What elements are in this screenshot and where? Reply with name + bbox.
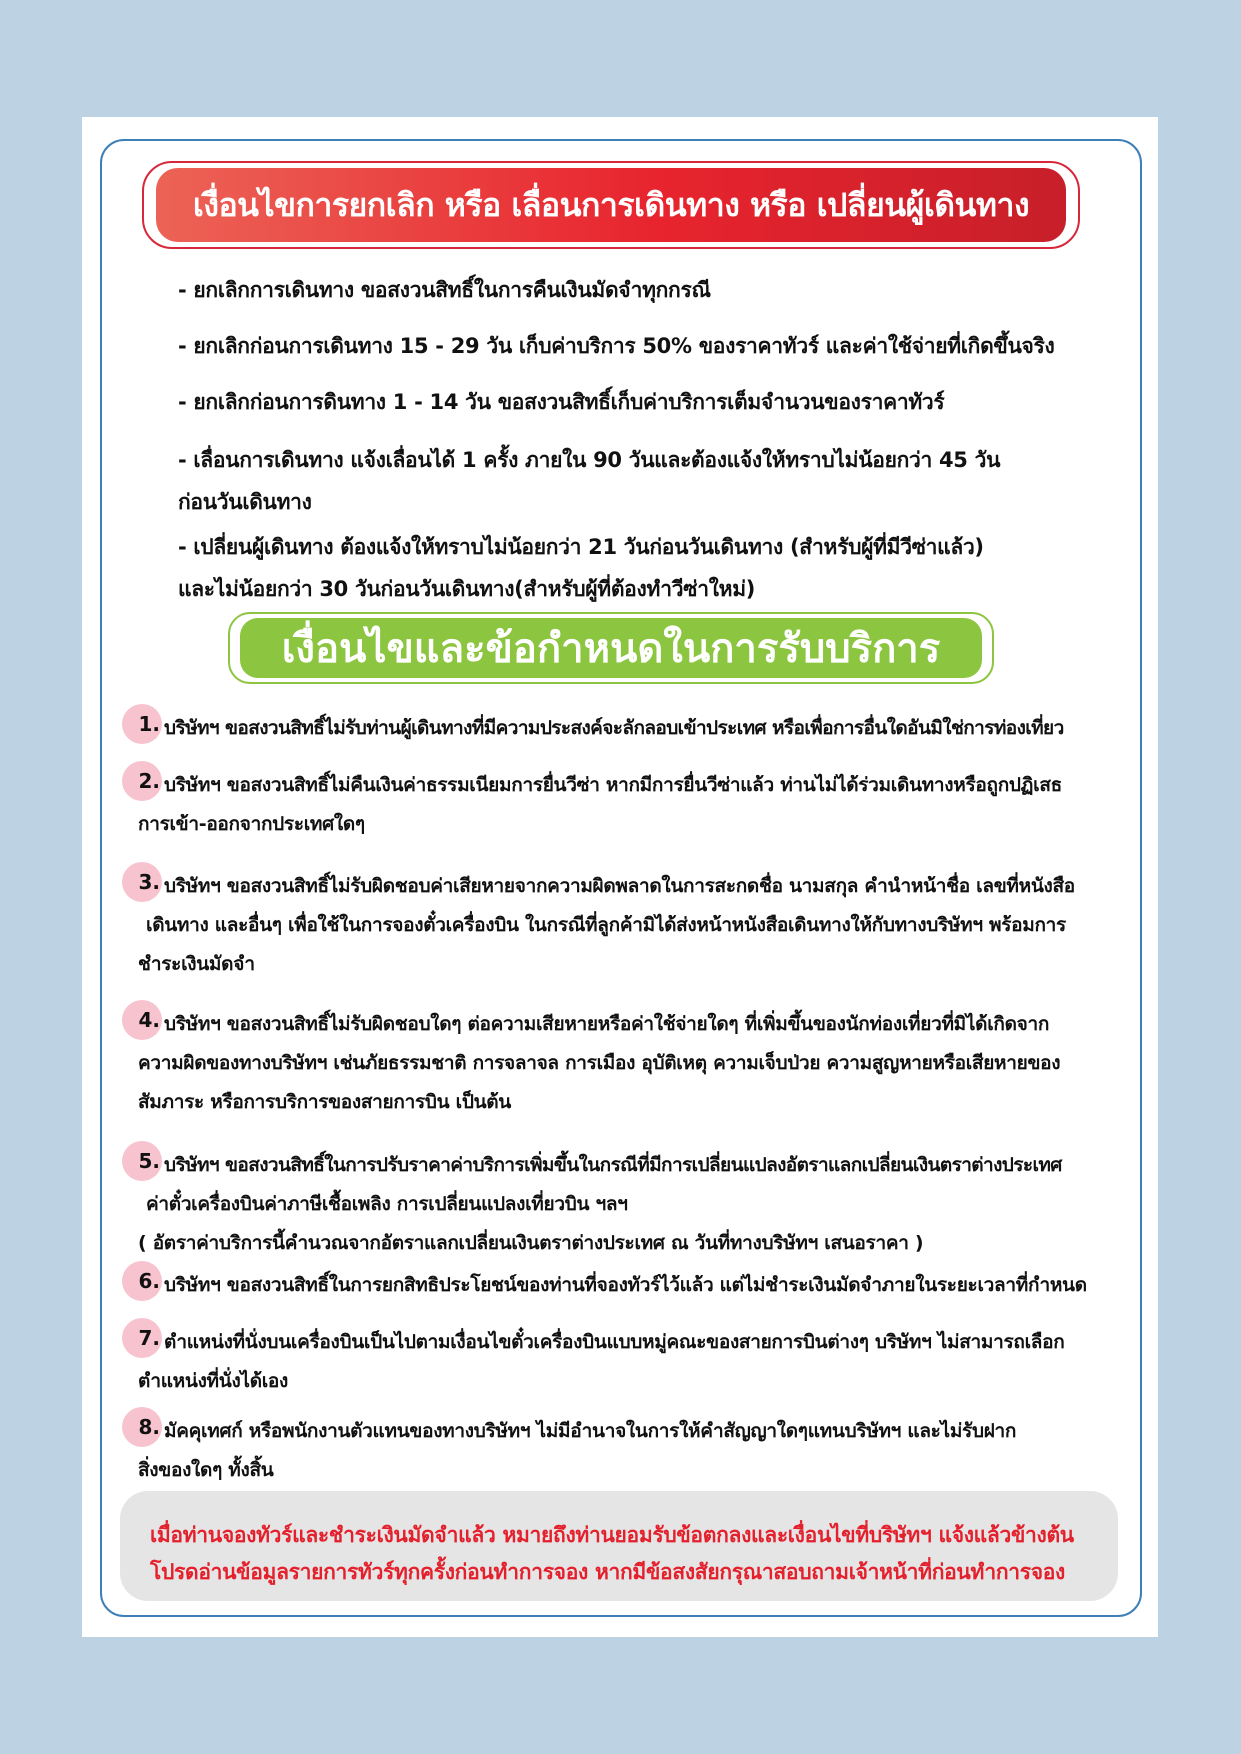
condition-line: - ยกเลิกก่อนการดินทาง 1 - 14 วัน ขอสงวนสิทธิ์เก็บค่าบริการเต็มจำนวนของราคาทัวร์ xyxy=(178,390,945,414)
term-line: บริษัทฯ ขอสงวนสิทธิ์ไม่รับผิดชอบใดๆ ต่อความเสียหายหรือค่าใช้จ่ายใดๆ ที่เพิ่มขึ้นของนักท่องเที่ยวที่มิได้เกิดจาก xyxy=(164,1013,1050,1035)
term-line: บริษัทฯ ขอสงวนสิทธิ์ในการปรับราคาค่าบริการเพิ่มขึ้นในกรณีที่มีการเปลี่ยนแปลงอัตราแลกเปลี่ยนเงินตราต่างประเทศ xyxy=(164,1154,1062,1176)
term-number-badge: 6. xyxy=(122,1261,162,1301)
term-line: บริษัทฯ ขอสงวนสิทธิ์ไม่รับผิดชอบค่าเสียหายจากความผิดพลาดในการสะกดชื่อ นามสกุล คำนำหน้าชื่อ เลขที่หนังสือ xyxy=(164,875,1075,897)
term-number-badge: 8. xyxy=(122,1407,162,1447)
term-line: ( อัตราค่าบริการนี้คำนวณจากอัตราแลกเปลี่ยนเงินตราต่างประเทศ ณ วันที่ทางบริษัทฯ เสนอราคา ) xyxy=(138,1232,924,1254)
term-line: มัคคุเทศก์ หรือพนักงานตัวแทนของทางบริษัทฯ ไม่มีอำนาจในการให้คำสัญญาใดๆแทนบริษัทฯ และไม่รับฝาก xyxy=(164,1420,1017,1442)
term-line: ความผิดของทางบริษัทฯ เช่นภัยธรรมชาติ การจลาจล การเมือง อุบัติเหตุ ความเจ็บป่วย ความสูญหายหรือเสียหายของ xyxy=(138,1052,1061,1074)
condition-line: และไม่น้อยกว่า 30 วันก่อนวันเดินทาง(สำหรับผู้ที่ต้องทำวีซ่าใหม่) xyxy=(178,577,756,601)
term-line: เดินทาง และอื่นๆ เพื่อใช้ในการจองตั๋วเครื่องบิน ในกรณีที่ลูกค้ามิได้ส่งหน้าหนังสือเดินทางให้กับทางบริษัทฯ พร้อมการ xyxy=(146,914,1066,936)
term-line: สัมภาระ หรือการบริการของสายการบิน เป็นต้น xyxy=(138,1091,511,1113)
term-number-badge: 2. xyxy=(122,761,162,801)
term-number-badge: 7. xyxy=(122,1318,162,1358)
term-number-badge: 5. xyxy=(122,1141,162,1181)
condition-line: - ยกเลิกก่อนการเดินทาง 15 - 29 วัน เก็บค่าบริการ 50% ของราคาทัวร์ และค่าใช้จ่ายที่เกิดขึ้นจริง xyxy=(178,334,1055,358)
term-line: ชำระเงินมัดจำ xyxy=(138,953,255,975)
booking-notice-line: โปรดอ่านข้อมูลรายการทัวร์ทุกครั้งก่อนทำการจอง หากมีข้อสงสัยกรุณาสอบถามเจ้าหน้าที่ก่อนทำการจอง xyxy=(150,1560,1065,1584)
term-line: ค่าตั๋วเครื่องบินค่าภาษีเชื้อเพลิง การเปลี่ยนแปลงเที่ยวบิน ฯลฯ xyxy=(146,1193,628,1215)
condition-line: - เปลี่ยนผู้เดินทาง ต้องแจ้งให้ทราบไม่น้อยกว่า 21 วันก่อนวันเดินทาง (สำหรับผู้ที่มีวีซ่าแล้ว) xyxy=(178,535,984,559)
term-line: สิ่งของใดๆ ทั้งสิ้น xyxy=(138,1459,274,1481)
term-number-badge: 1. xyxy=(122,704,162,744)
term-line: บริษัทฯ ขอสงวนสิทธิ์ในการยกสิทธิประโยชน์ของท่านที่จองทัวร์ไว้แล้ว แต่ไม่ชำระเงินมัดจำภายในระยะเวลาที่กำหนด xyxy=(164,1274,1087,1296)
condition-line: ก่อนวันเดินทาง xyxy=(178,490,312,514)
cancellation-title: เงื่อนไขการยกเลิก หรือ เลื่อนการเดินทาง หรือ เปลี่ยนผู้เดินทาง xyxy=(156,168,1066,242)
term-line: บริษัทฯ ขอสงวนสิทธิ์ไม่รับท่านผู้เดินทางที่มีความประสงค์จะลักลอบเข้าประเทศ หรือเพื่อการอื่นใดอันมิใช่การท่องเที่ยว xyxy=(164,717,1064,739)
term-line: ตำแหน่งที่นั่งบนเครื่องบินเป็นไปตามเงื่อนไขตั๋วเครื่องบินแบบหมู่คณะของสายการบินต่างๆ บริษัทฯ ไม่สามารถเลือก xyxy=(164,1331,1065,1353)
cancellation-banner xyxy=(142,161,1080,249)
term-line: การเข้า-ออกจากประเทศใดๆ xyxy=(138,813,365,835)
condition-line: - ยกเลิกการเดินทาง ขอสงวนสิทธิ์ในการคืนเงินมัดจำทุกกรณี xyxy=(178,278,711,302)
term-number-badge: 3. xyxy=(122,862,162,902)
condition-line: - เลื่อนการเดินทาง แจ้งเลื่อนได้ 1 ครั้ง ภายใน 90 วันและต้องแจ้งให้ทราบไม่น้อยกว่า 45 วัน xyxy=(178,448,1001,472)
term-number-badge: 4. xyxy=(122,1000,162,1040)
booking-notice-line: เมื่อท่านจองทัวร์และชำระเงินมัดจำแล้ว หมายถึงท่านยอมรับข้อตกลงและเงื่อนไขที่บริษัทฯ แจ้งแล้วข้างต้น xyxy=(150,1523,1074,1547)
term-line: บริษัทฯ ขอสงวนสิทธิ์ไม่คืนเงินค่าธรรมเนียมการยื่นวีซ่า หากมีการยื่นวีซ่าแล้ว ท่านไม่ได้ร่วมเดินทางหรือถูกปฏิเสธ xyxy=(164,774,1062,796)
term-line: ตำแหน่งที่นั่งได้เอง xyxy=(138,1370,289,1392)
terms-banner xyxy=(228,612,994,684)
terms-title: เงื่อนไขและข้อกำหนดในการรับบริการ xyxy=(240,618,982,678)
